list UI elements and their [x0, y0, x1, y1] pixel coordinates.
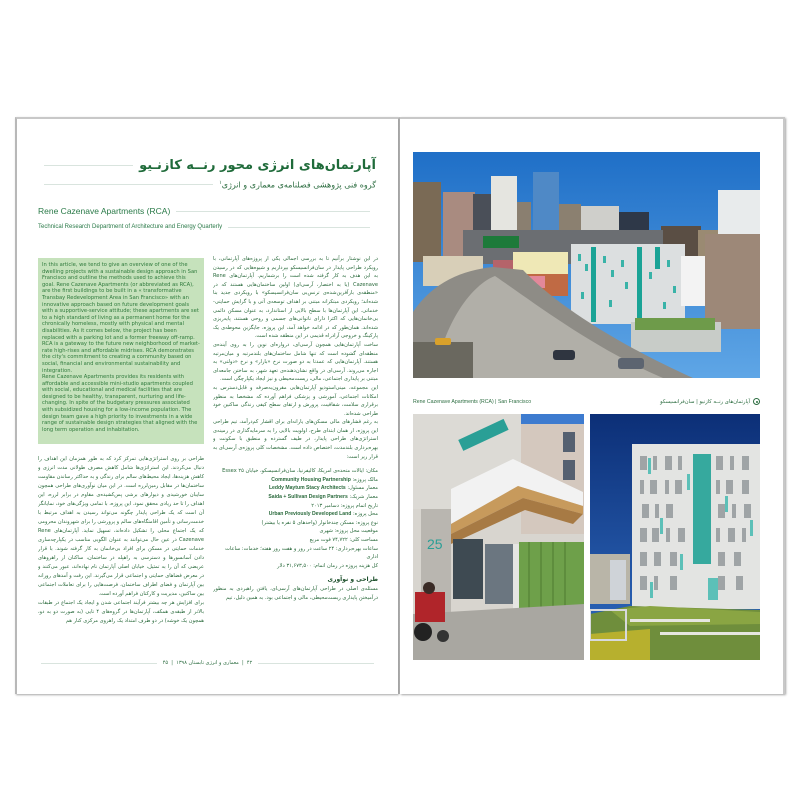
body-paragraph: ساخت آپارتمان‌هایی همچون آر‌سی‌ای، دروازه‌ای نوین را به روی آینده‌ی منطقه‌ای گشوده است که تنها شامل ساختمان‌های بلندمرتبه و میان‌مرتبه هستند. آپارتمان‌هایی که عمدتا به دو صورت نرخ «بازار» و نرخ «دولتی» به اجاره می‌روند. آر‌سی‌ای در واقع نشان‌دهنده‌ی تعهد شهر، به ساختن جامعه‌ای مبتنی بر پایداری اجتماعی، مالی، زیست‌محیطی و نیز ایجاد یکپارچگی است. [213, 341, 378, 383]
title-en-rule [176, 211, 370, 212]
badge-icon [753, 398, 760, 405]
spec-hours: ساعات بهره‌برداری: ۲۴ ساعت در روز و هفت روز هفته؛ خدمات: ساعات اداری [225, 545, 378, 561]
page-number-right: ۴۵ [162, 660, 169, 666]
spec-area: مساحت کلی: ۷۴,۷۲۲ فوت مربع [309, 537, 378, 543]
body-paragraph: در این نوشتار برآنیم تا به بررسی اجمالی یکی از پروژه‌های آپارتمانی، با رویکرد طراحی پایدار در سان‌فرانسیسکو بپردازیم و شیوه‌هایی که در رسیدن به این هدف به کار گرفته شده است را برشماریم. آپارتمان‌های Rene Cazenave (یا به اختصار، آر‌سی‌ای) اولین ساختمان‌هایی هستند که در «منطقه‌ی بازآفرین‌شده‌ی ترنس‌بی سان‌فرانسیسکو» با رویکردی جدید بنا شده‌اند؛ رویکردی مبتکرانه مبتنی بر اهداف توسعه‌ی آتی و با گرایش حمایتی- خدماتی. این آپارتمان‌ها با سطح بالایی از استاندارد، به عنوان مسکن دائمی بی‌خانمان‌هایی که اکثرا دارای ناتوانی‌های جسمی و روحی هستند، پایه‌ریزی شده‌اند. همان‌طور که در ادامه خواهد آمد، این پروژه، جایگزین محوطه‌ی یک پارکینگ و خروجی آزادراه قدیمی در این منطقه شده است. [213, 256, 378, 340]
subtitle-rule [44, 184, 213, 185]
entrance-photo-icon [413, 414, 584, 660]
subtitle-row-en [38, 224, 376, 230]
persian-column-left [38, 455, 204, 650]
body-paragraph: این مجموعه، مینی‌استودیو آپارتمان‌هایی مقرون‌به‌صرفه و قابل‌دسترس به امکانات اجتماعی، آموزشی و پزشکی فراهم آورده که مشخصا به منظور برقراری سلامت، شفافیت، پرورش و ارتقای سطح کیفی زندگی ساکنین خود طراحی شده‌اند. [213, 384, 378, 417]
spec-site: محل پروژه: Urban Previously Developed Land [268, 511, 378, 518]
caption-en: Rene Cazenave Apartments (RCA) | San Francisco [413, 398, 532, 405]
body-paragraph: طراحی بر روی استراتژی‌هایی تمرکز کرد که به طور همزمان این اهداف را دنبال می‌کردند. این استراتژی‌ها شامل کاهش مصرف طولانی مدت انرژی و کاهش هزینه‌ها، ایجاد محیط‌های سالم برای زندگی و به حداکثر رساندن مقاومت ساختمان‌ها در مقابل زمین‌لرزه است. در این میان نوآوری‌های طراحی همچون سایبان خورشیدی و دیوارهای برشی پس‌کشیده‌ی مقاوم در برابر لرزه، این اهداف را تا حد زیادی محقق نمود. این پروژه، با تمامی ویژگی‌های خود، نمایانگر آن است که یک طراحی پایدار چگونه می‌تواند رسیدن به اهداف مرتبط با خدمت‌رسانی و تأمین اقامتگاه‌های سالم و پرورشی را برای شهروندان محرومی که یک اجتماع محلی را تشکیل داده‌اند، تسهیل نماید. آپارتمان‌های Rene Cazenave در عین حال می‌توانند به عنوان الگویی مناسب در یکپارچه‌سازی خدمات حمایتی در مسکن برای افراد بی‌خانمان به کار گرفته شوند. با قرار دادن آسانسورها و دسترسی به راهپله در ساختمان، ساکنان از راهروهای عریضی که آن را به تمثیل، خیابان اصلی آپارتمان نام نهاده‌اند، عبور می‌کنند و در معرض فضاهای حمایتی و اجتماعی قرار می‌گیرند. این رفت و آمدهای روزانه بین آپارتمان و فضای اطراف ساختمان، فرصت‌هایی را برای تعاملات اجتماعی بین ساکنین، مدیریت و کارکنان فراهم آورده است. [38, 456, 204, 597]
article-subtitle-en: Technical Research Department of Architecture and Energy Quarterly [38, 224, 223, 230]
photo-entrance [413, 414, 584, 660]
abstract-paragraph-1: In this article, we tend to give an overview of one of the dwelling projects with a sustainable design approach in San Francisco and outline the methods used to achieve this goal. Rene Cazenave Apartments (or abbreviated as RCA), are the first buildings to be built in a « transformative Transbay Redevelopment Area in San Francisco» with an innovative approach based on future development goals with a supportive-service attitude; these apartments are set to a high standard of living as a permanent home for the chronically homeless, mostly with physical and mental disabilities. As it comes below, the project has been replaced with a parking lot and a former freeway off-ramp. [42, 262, 199, 341]
section-paragraph: مسئله‌ی اصلی در طراحی آپارتمان‌های آر‌سی‌ای، یافتن راهبردی به منظور دراَمیختن پایداری زیست‌محیطی، مالی و اجتماعی بود. به همین دلیل، تیم [213, 585, 378, 601]
body-paragraph: برای افزایش هر چه بیشتر فرآیند اجتماعی شدن و ایجاد یک اجتماع در طبقات بالاتر از طبقه‌ی همکف، آپارتمان‌ها در گروه‌های ۴ تایی (به صورت دو به دو، همچون یک خوشه) در دو طرف امتداد یک راهروی مرکزی کنار هم [38, 600, 204, 624]
footer-text: ۴۲ | معماری و انرژی تابستان ۱۳۹۸ | ۴۵ [162, 660, 253, 666]
article-title-en: Rene Cazenave Apartments (RCA) [38, 206, 171, 216]
article-subtitle-fa: گروه فنی پژوهشی فصلنامه‌ی معماری و انرژی$^۱$ [219, 180, 376, 190]
spec-completion: تاریخ اتمام پروژه: دسامبر ۲۰۱۳ [311, 502, 378, 509]
footer-rule-left [41, 663, 157, 664]
page-number-left: ۴۲ [246, 660, 253, 666]
spec-architect: معمار مسئول: Leddy Maytum Stacy Architects [268, 485, 378, 492]
footer-rule-right [258, 663, 374, 664]
spec-owner: مالک پروژه: Community Housing Partnership [271, 476, 378, 483]
section-heading: طراحی و نوآوری [327, 576, 378, 584]
project-specs [213, 467, 378, 570]
spec-cost: کل هزینه پروژه در زمان اتمام: ۳۱,۶۷۳,۵۰۰ دلار [277, 562, 378, 569]
subtitle-en-rule [228, 227, 370, 228]
photo-caption [413, 398, 760, 405]
spec-type: نوع پروژه: مسکن چندخانوار (واحدهای ۵ نفره یا بیشتر) [261, 519, 378, 526]
title-row-en [38, 206, 376, 216]
english-abstract-box [38, 258, 204, 444]
caption-fa: آپارتمان‌های رنــه کازنیو | سان‌فرانسیسکو [660, 398, 750, 405]
title-row-fa [38, 158, 376, 173]
abstract-paragraph-2: RCA is a gateway to the future new neighborhood of market-rate high-rises and affordable midrises. RCA demonstrates the city's commitment to creating a community based on social, financial and environmental sustainability and integration. [42, 341, 200, 374]
page-footer [35, 660, 380, 666]
spec-location: مکان: ایالات متحده‌ی امریکا، کالیفرنیا، سان‌فرانسیسکو، خیابان ۲۵ Essex [222, 468, 378, 475]
spec-setting: موقعیت محل پروژه: شهری [319, 528, 378, 535]
caption-fa-group [660, 398, 760, 405]
issue-label: معماری و انرژی تابستان ۱۳۹۸ [176, 660, 239, 666]
address-number: 25 [427, 536, 443, 552]
facade-photo-icon [590, 414, 760, 660]
persian-column-right [213, 255, 378, 660]
abstract-paragraph-3: Rene Cazenave Apartments provides its residents with affordable and accessible mini-studio apartments coupled with social, educational and medical facilities that are designed to be healthy, transparent, nurturing and life-changing. In spite of the budgetary pressures associated with subsidized housing for a low-income population. The design team gave a high priority to investments in a wide range of sustainable design strategies that aligned with the long term operation and inhabitation. [42, 374, 198, 433]
spec-partner: معمار شریک: Saida + Sullivan Design Partners [268, 494, 378, 501]
subtitle-row-fa [38, 180, 376, 190]
photo-facade-green-roof [590, 414, 760, 660]
article-title-fa: آپارتمان‌های انرژی محور رنــه کازنـیو [139, 158, 376, 173]
photo-aerial-view [413, 152, 760, 378]
title-rule [44, 165, 133, 166]
city-photo-icon [413, 152, 760, 378]
body-paragraph: به رغم فشارهای مالی مسکن‌های یارانه‌ای برای اقشار کم‌درآمد، تیم طراحی این پروژه، از همان ابتدای طرح، اولویت بالایی را به سرمایه‌گذاری در زمینه‌ی استراتژی‌های طراحی پایدار، در طیف گسترده و منطبق با سکونت و بهره‌برداری بلندمدت، اختصاص داده است. مشخصات کلی پروژه‌ی آر‌سی‌ای به قرار زیر است: [213, 419, 378, 460]
